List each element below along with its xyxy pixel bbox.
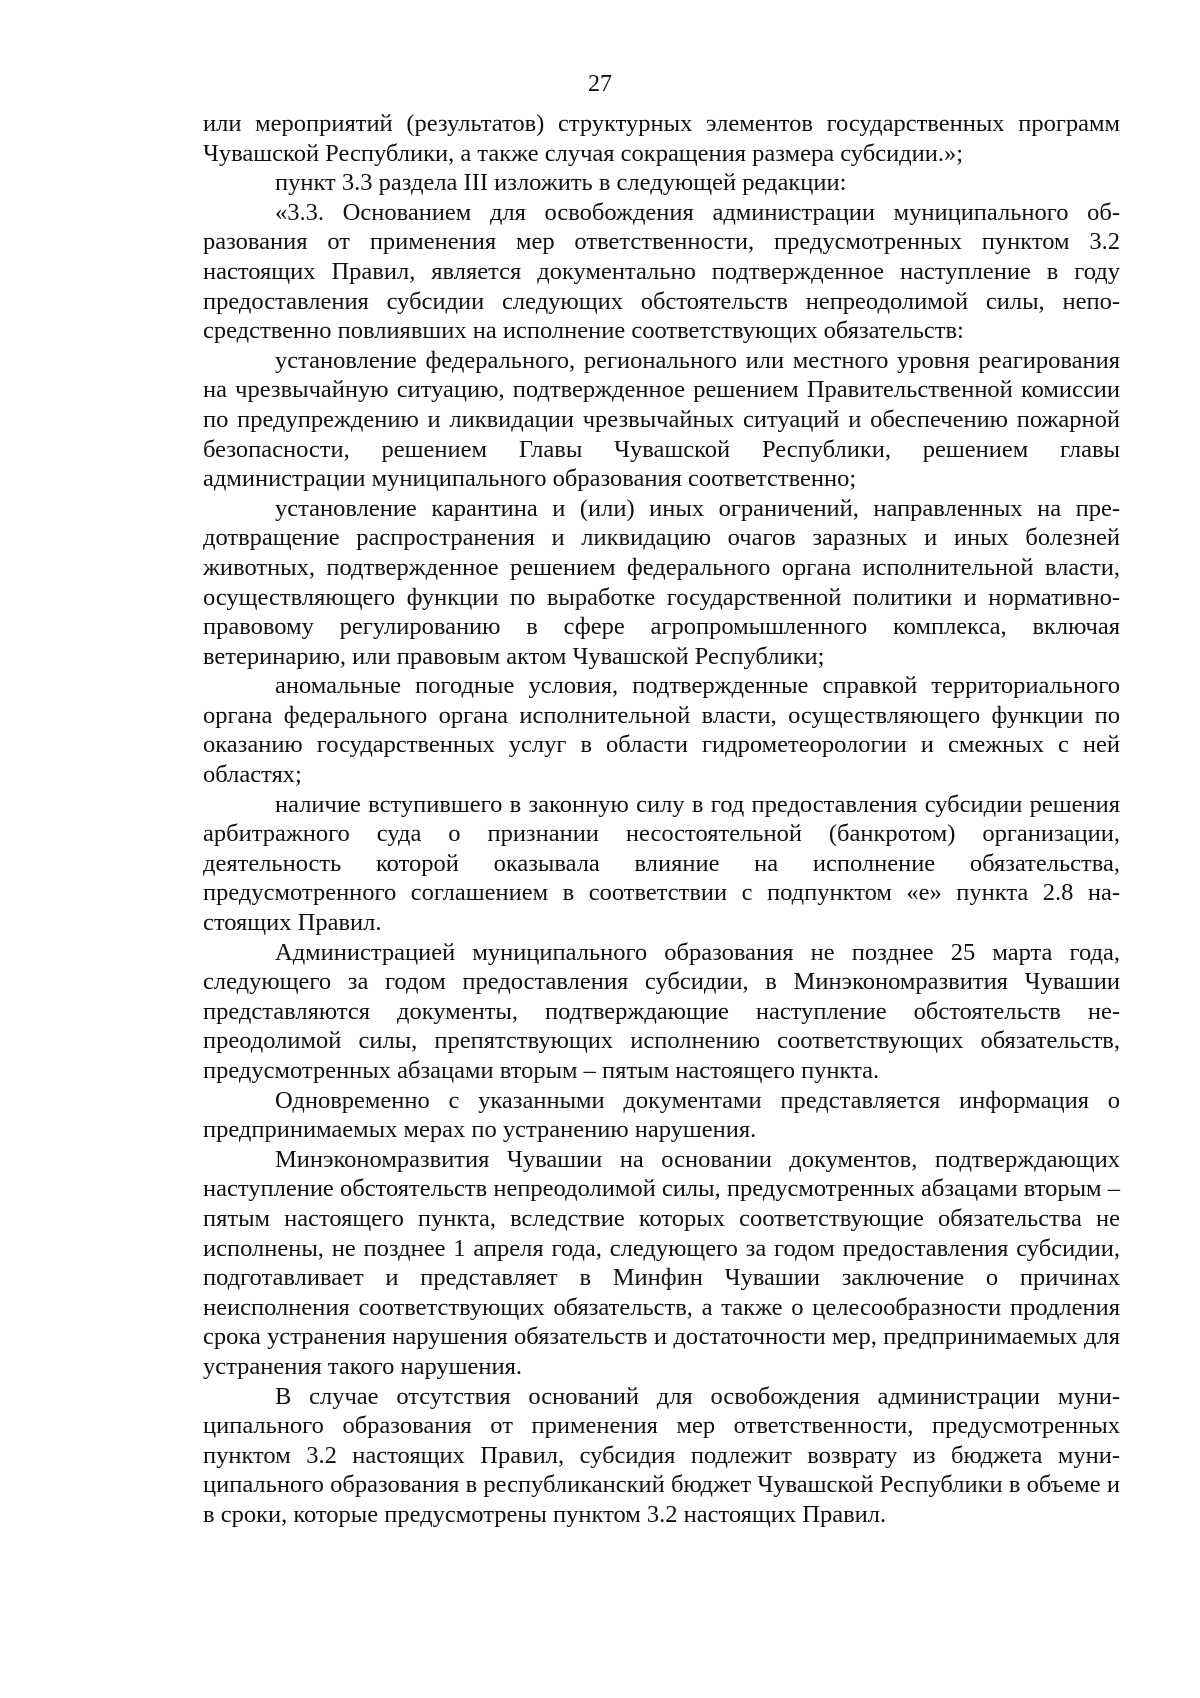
paragraph-bankruptcy: наличие вступившего в законную силу в год предоставления субсидии решения арбитражного суда о признании несостоятельной (банкротом) организации, деятельность которой оказывала влияние на исполнение обязательства, предусмотренного соглашением в соответствии с подпунктом «е» пункта 2.8 настоящих Правил. [203, 790, 1120, 937]
paragraph-quarantine: установление карантина и (или) иных ограничений, направленных на предотвращение распространения и ликвидацию очагов заразных и иных болезней животных, подтвержденное решением федерального органа исполнительной власти, осуществляющего функции по выработке государственной политики и нормативно-правовому регулированию в сфере агропромышленного комплекса, включая ветеринарию, или правовым актом Чувашской Республики; [203, 494, 1120, 670]
paragraph-documents-deadline: Администрацией муниципального образования не позднее 25 марта года, следующего за годом предоставления субсидии, в Минэкономразвития Чувашии представляются документы, подтверждающие наступление обстоятельств непреодолимой силы, препятствующих исполнению соответствующих обязательств, предусмотренных абзацами вторым – пятым настоящего пункта. [203, 938, 1120, 1084]
paragraph-subsidy-return: В случае отсутствия оснований для освобождения администрации муниципального образования от применения мер ответственности, предусмотренных пунктом 3.2 настоящих Правил, субсидия подлежит возврату из бюджета муниципального образования в республиканский бюджет Чувашской Республики в объеме и в сроки, которые предусмотрены пунктом 3.2 настоящих Правил. [203, 1382, 1120, 1528]
paragraph-ministry-conclusion: Минэкономразвития Чувашии на основании документов, подтверждающих наступление обстоятельств непреодолимой силы, предусмотренных абзацами вторым – пятым настоящего пункта, вследствие которых соответствующие обязательства не исполнены, не позднее 1 апреля года, следующего за годом предоставления субсидии, подготавливает и представляет в Минфин Чувашии заключение о причинах неисполнения соответствующих обязательств, а также о целесообразности продления срока устранения нарушения обязательств и достаточности мер, предпринимаемых для устранения такого нарушения. [203, 1145, 1120, 1380]
paragraph-amendment-instruction: пункт 3.3 раздела III изложить в следующей редакции: [275, 169, 847, 197]
paragraph-measures-info: Одновременно с указанными документами представляется информация о предпринимаемых мерах по устранению нарушения. [203, 1086, 1120, 1144]
document-body [203, 109, 1120, 1530]
page-number: 27 [588, 71, 612, 97]
paragraph-emergency-response: установление федерального, регионального или местного уровня реагирования на чрезвычайную ситуацию, подтвержденное решением Правительственной комиссии по предупреждению и ликвидации чрезвычайных ситуаций и обеспечению пожарной безопасности, решением Главы Чувашской Республики, решением главы администрации муниципального образования соответственно; [203, 346, 1120, 493]
paragraph-weather-conditions: аномальные погодные условия, подтвержденные справкой территориального органа федерального органа исполнительной власти, осуществляющего функции по оказанию государственных услуг в области гидрометеорологии и смежных с ней областях; [203, 672, 1120, 789]
paragraph-continuation: или мероприятий (результатов) структурных элементов государственных программ Чувашской Республики, а также случая сокращения размера субсидии.»; [203, 110, 1120, 167]
paragraph-clause-3-3: «3.3. Основанием для освобождения администрации муниципального образования от применения мер ответственности, предусмотренных пунктом 3.2 настоящих Правил, является документально подтвержденное наступление в году предоставления субсидии следующих обстоятельств непреодолимой силы, непосредственно повлиявших на исполнение соответствующих обязательств: [203, 198, 1120, 345]
